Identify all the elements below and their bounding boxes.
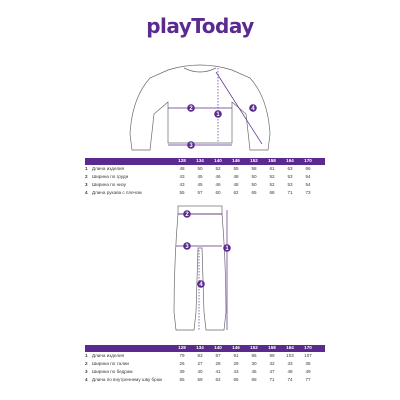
size-header: 134 (196, 345, 204, 351)
table-cell: 87 (215, 353, 221, 358)
row-label: Длина по внутреннему шву брюк (92, 377, 163, 382)
table-cell: 48 (233, 182, 239, 187)
size-header: 170 (304, 158, 312, 164)
row-label: Ширина по груди (92, 174, 129, 179)
row-label: Ширина по талии (92, 361, 130, 366)
table-cell: 65 (251, 190, 257, 195)
table-cell: 43 (179, 182, 185, 187)
table-cell: 79 (179, 353, 185, 358)
table-cell: 53 (287, 182, 293, 187)
table-cell: 52 (215, 166, 221, 171)
table-cell: 55 (233, 166, 239, 171)
table-cell: 71 (287, 190, 293, 195)
size-header: 146 (232, 345, 240, 351)
table-row (85, 191, 325, 199)
table-cell: 63 (287, 166, 293, 171)
table-cell: 55 (179, 377, 185, 382)
table-cell: 45 (251, 369, 257, 374)
table-cell: 95 (251, 353, 257, 358)
table-cell: 55 (179, 190, 185, 195)
table-cell: 65 (233, 377, 239, 382)
size-header: 140 (214, 158, 222, 164)
sweatshirt-size-table (85, 158, 325, 199)
table-cell: 47 (269, 369, 275, 374)
table-cell: 60 (215, 190, 221, 195)
table-cell: 32 (269, 361, 275, 366)
table-cell: 52 (269, 174, 275, 179)
table-cell: 41 (215, 369, 221, 374)
table-cell: 54 (305, 182, 311, 187)
size-header: 164 (286, 345, 294, 351)
row-number: 3 (85, 369, 88, 374)
row-label: Длина рукава с плечом (92, 190, 142, 195)
size-header: 164 (286, 158, 294, 164)
row-label: Ширина по низу (92, 182, 127, 187)
pants-size-table (85, 345, 325, 390)
table-cell: 46 (215, 182, 221, 187)
pants-marker-2: 2 (185, 212, 189, 219)
size-header: 152 (250, 345, 258, 351)
sweatshirt-sketch (0, 58, 400, 156)
table-cell: 40 (197, 369, 203, 374)
size-header: 170 (304, 345, 312, 351)
table-row (85, 378, 325, 390)
table-cell: 52 (269, 182, 275, 187)
table-cell: 28 (215, 361, 221, 366)
table-cell: 50 (251, 182, 257, 187)
row-label: Ширина по бедрам (92, 369, 133, 374)
size-header: 128 (178, 158, 186, 164)
size-header: 158 (268, 345, 276, 351)
sweatshirt-marker-3: 3 (189, 143, 193, 150)
table-cell: 48 (287, 369, 293, 374)
table-cell: 35 (305, 361, 311, 366)
table-cell: 77 (305, 377, 311, 382)
row-number: 2 (85, 174, 88, 179)
table-cell: 71 (269, 377, 275, 382)
table-cell: 46 (215, 174, 221, 179)
table-cell: 59 (197, 377, 203, 382)
table-cell: 45 (197, 174, 203, 179)
table-cell: 48 (233, 174, 239, 179)
table-cell: 68 (251, 377, 257, 382)
size-header: 134 (196, 158, 204, 164)
table-cell: 58 (251, 166, 257, 171)
size-header: 146 (232, 158, 240, 164)
table-cell: 91 (233, 353, 239, 358)
table-cell: 54 (305, 174, 311, 179)
table-cell: 68 (269, 190, 275, 195)
table-cell: 74 (287, 377, 293, 382)
size-header: 128 (178, 345, 186, 351)
row-number: 4 (85, 377, 88, 382)
pants-marker-1: 1 (225, 246, 229, 253)
row-number: 4 (85, 190, 88, 195)
table-cell: 103 (286, 353, 294, 358)
pants-marker-3: 3 (185, 244, 189, 251)
table-cell: 83 (197, 353, 203, 358)
table-cell: 62 (215, 377, 221, 382)
table-cell: 61 (269, 166, 275, 171)
table-header (85, 158, 325, 165)
table-cell: 26 (179, 361, 185, 366)
table-cell: 73 (305, 190, 311, 195)
table-cell: 57 (197, 190, 203, 195)
table-cell: 39 (179, 369, 185, 374)
table-cell: 99 (269, 353, 275, 358)
table-cell: 107 (304, 353, 312, 358)
row-label: Длина изделия (92, 353, 125, 358)
size-header: 140 (214, 345, 222, 351)
table-cell: 62 (233, 190, 239, 195)
table-cell: 45 (197, 182, 203, 187)
table-header (85, 345, 325, 352)
table-cell: 30 (251, 361, 257, 366)
size-header: 158 (268, 158, 276, 164)
brand-logo: playToday (146, 14, 254, 38)
table-cell: 33 (287, 361, 293, 366)
row-number: 1 (85, 166, 88, 171)
table-cell: 43 (233, 369, 239, 374)
size-header: 152 (250, 158, 258, 164)
sweatshirt-marker-2: 2 (189, 106, 193, 113)
table-cell: 66 (305, 166, 311, 171)
table-cell: 27 (197, 361, 203, 366)
row-number: 3 (85, 182, 88, 187)
sweatshirt-marker-1: 1 (216, 112, 220, 119)
table-cell: 43 (179, 174, 185, 179)
row-label: Длина изделия (92, 166, 125, 171)
table-cell: 29 (233, 361, 239, 366)
table-cell: 49 (305, 369, 311, 374)
row-number: 2 (85, 361, 88, 366)
table-cell: 50 (251, 174, 257, 179)
table-cell: 53 (287, 174, 293, 179)
pants-marker-4: 4 (199, 282, 203, 289)
sweatshirt-marker-4: 4 (251, 106, 255, 113)
table-cell: 50 (197, 166, 203, 171)
table-cell: 48 (179, 166, 185, 171)
row-number: 1 (85, 353, 88, 358)
pants-sketch (0, 202, 400, 342)
